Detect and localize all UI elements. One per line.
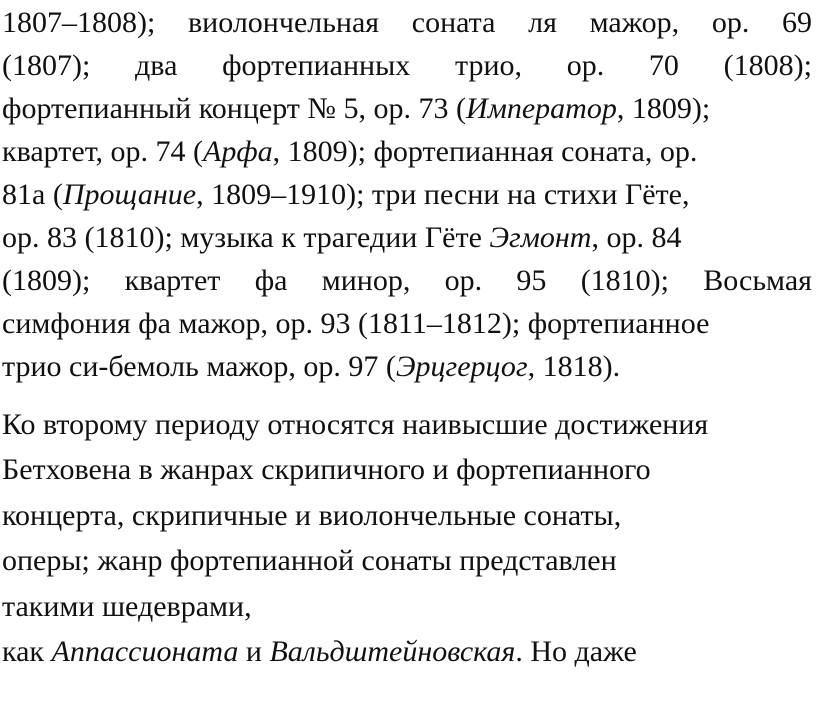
- word: (1810);: [580, 264, 670, 297]
- word: (1807);: [2, 49, 91, 82]
- word: фортепианных: [222, 49, 411, 82]
- paragraph-1-line-8: [2, 301, 812, 347]
- text-run: такими шедеврами,: [2, 590, 252, 623]
- word: 69: [782, 6, 812, 39]
- text-run: оперы; жанр фортепианной сонаты представлен: [2, 544, 617, 577]
- italic-title: Эгмонт: [489, 221, 592, 254]
- word: 70: [648, 49, 679, 82]
- text-run: 81a (: [2, 178, 63, 211]
- text-run: , 1809–1910); три песни на стихи Гёте,: [196, 178, 690, 211]
- word: 1807–1808);: [2, 6, 156, 39]
- paragraph-1-line-4: [2, 129, 812, 175]
- text-run: квартет, ор. 74 (: [2, 135, 204, 168]
- text-run: трио си-бемоль мажор, ор. 97 (: [2, 350, 396, 383]
- word: фа: [254, 264, 288, 297]
- word: ор.: [566, 49, 605, 82]
- paragraph-2-line-4: [2, 538, 812, 584]
- paragraph-2-line-1: [2, 402, 812, 448]
- italic-title: Арфа: [203, 135, 273, 168]
- text-run: , ор. 84: [591, 221, 682, 254]
- paragraph-1-line-7: [2, 258, 812, 304]
- word: (1808);: [723, 49, 812, 82]
- italic-title: Император: [466, 92, 617, 125]
- text-run: . Но даже: [515, 635, 637, 668]
- paragraph-1-line-2: [2, 43, 812, 89]
- text-run: , 1809); фортепианная соната, ор.: [272, 135, 698, 168]
- text-run: ор. 83 (1810); музыка к трагедии Гёте: [2, 221, 490, 254]
- text-run: Бетховена в жанрах скрипичного и фортепианного: [2, 453, 651, 486]
- word: ор.: [444, 264, 483, 297]
- text-run: фортепианный концерт № 5, ор. 73 (: [2, 92, 467, 125]
- paragraph-1-line-6: [2, 215, 812, 261]
- word: соната: [411, 6, 496, 39]
- italic-title: Вальдштейновская: [269, 635, 516, 668]
- italic-title: Прощание: [62, 178, 197, 211]
- paragraph-2-line-3: [2, 493, 812, 539]
- word: трио,: [454, 49, 522, 82]
- word: квартет: [124, 264, 221, 297]
- paragraph-1-line-1: [2, 0, 812, 46]
- word: минор,: [321, 264, 411, 297]
- text-run: Ко второму периоду относятся наивысшие достижения: [2, 408, 709, 441]
- paragraph-1-line-5: [2, 172, 812, 218]
- word: ля: [528, 6, 557, 39]
- paragraph-2-line-6: [2, 629, 812, 675]
- text-run: , 1809);: [616, 92, 711, 125]
- word: мажор,: [589, 6, 680, 39]
- paragraph-2-line-2: [2, 447, 812, 493]
- text-run: и: [238, 635, 270, 668]
- text-run: симфония фа мажор, ор. 93 (1811–1812); фортепианное: [2, 307, 710, 340]
- text-run: концерта, скрипичные и виолончельные сонаты,: [2, 499, 622, 532]
- paragraph-1-line-9: [2, 344, 812, 390]
- text-run: как: [2, 635, 52, 668]
- paragraph-1-line-3: [2, 86, 812, 132]
- italic-title: Аппассионата: [51, 635, 239, 668]
- word: ор.: [711, 6, 750, 39]
- word: виолончельная: [188, 6, 380, 39]
- word: 95: [516, 264, 547, 297]
- word: два: [135, 49, 178, 82]
- word: (1809);: [2, 264, 91, 297]
- paragraph-2-line-5: [2, 584, 812, 630]
- italic-title: Эрцгерцог: [395, 350, 528, 383]
- text-run: , 1818).: [527, 350, 621, 383]
- word: Восьмая: [703, 264, 812, 297]
